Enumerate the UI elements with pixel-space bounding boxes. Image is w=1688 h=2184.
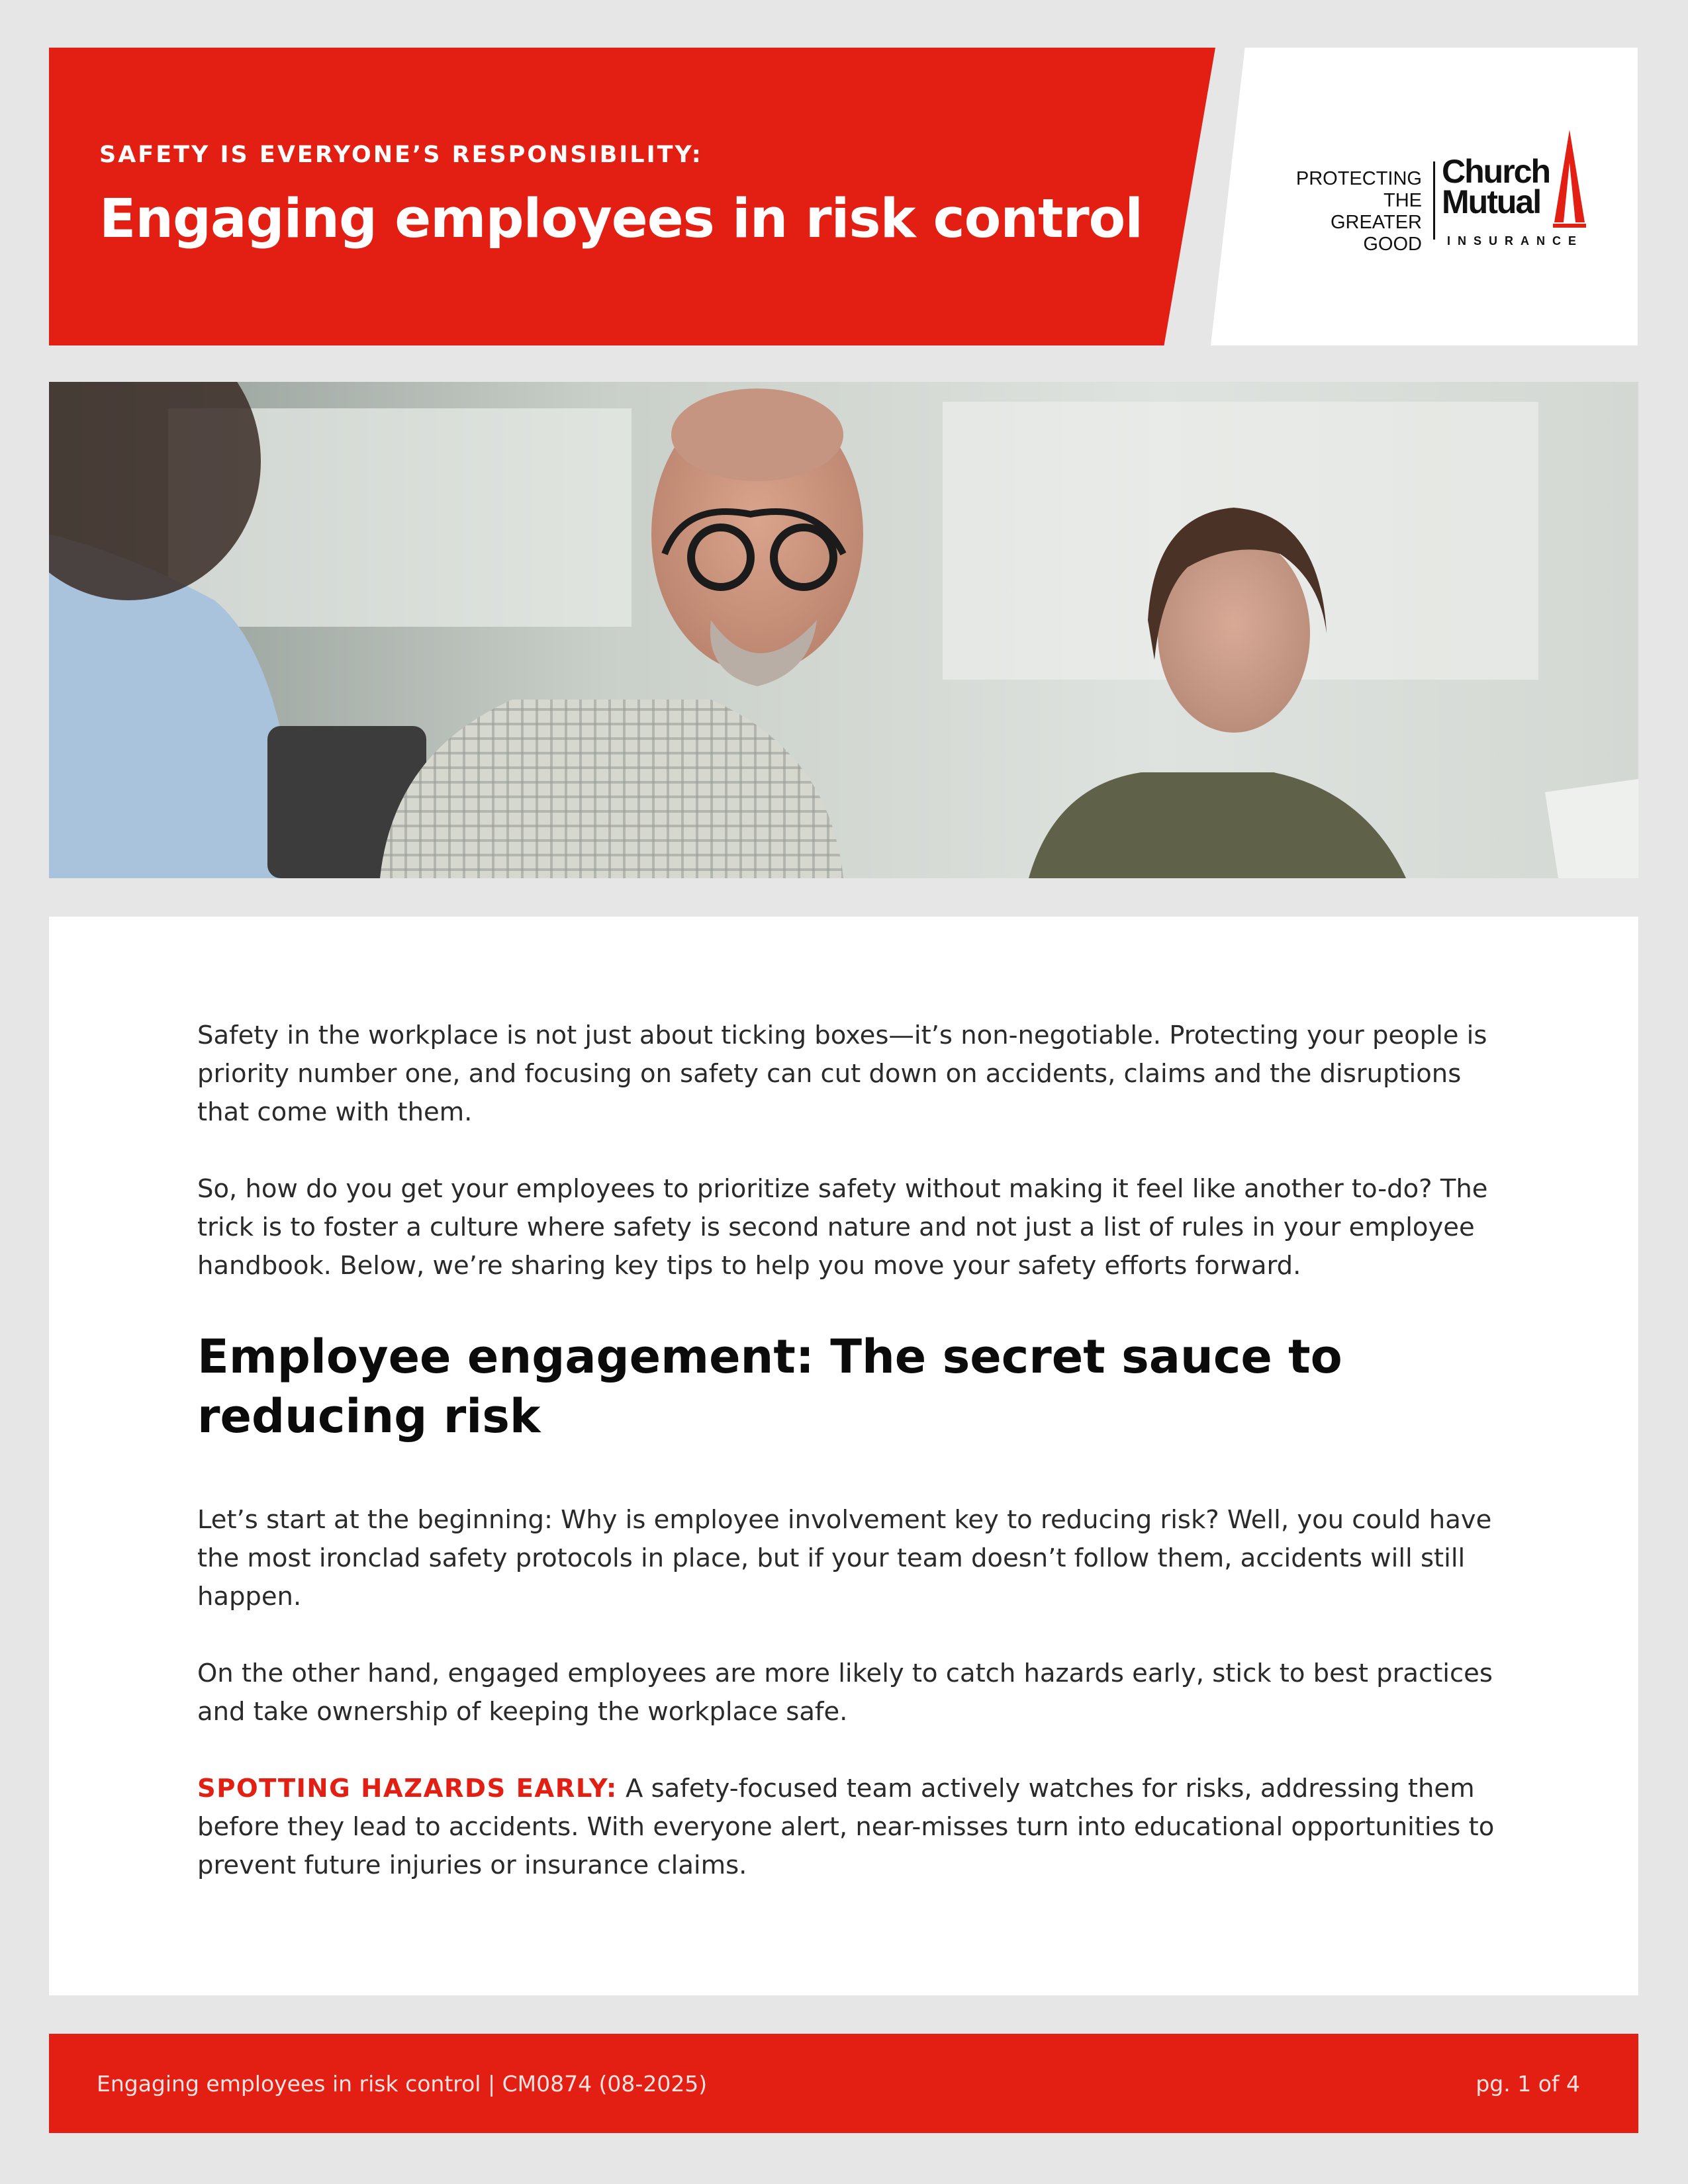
logo-divider bbox=[1433, 161, 1435, 240]
meeting-photo-illustration bbox=[49, 382, 1638, 878]
tip-text: A safety-focused team actively watches for risks, addressing them before they lead to accidents. With everyone alert, near-misses turn into educational opportunities to prevent future injuries or insurance claims. bbox=[197, 1774, 1495, 1880]
intro-paragraph: Safety in the workplace is not just about ticking boxes—it’s non-negotiable. Protecting your people is priority number one, and focusing on safety can cut down on accidents, claims and the disruptions that come with them. bbox=[197, 1021, 1487, 1127]
body-paragraph: So, how do you get your employees to prioritize safety without making it feel like another to-do? The trick is to foster a culture where safety is second nature and not just a list of rules in your employee handbook. Below, we’re sharing key tips to help you move your safety efforts forward. bbox=[197, 1174, 1488, 1281]
tagline-line: GOOD bbox=[1363, 234, 1422, 255]
brand-wordmark bbox=[1442, 153, 1550, 220]
header-eyebrow: SAFETY IS EVERYONE’S RESPONSIBILITY: bbox=[99, 142, 703, 168]
brand-line: Church bbox=[1442, 153, 1550, 190]
church-mutual-logo bbox=[1297, 130, 1602, 255]
tagline-line: PROTECTING bbox=[1295, 168, 1422, 189]
footer-bar bbox=[49, 2034, 1638, 2133]
brand-subtitle: INSURANCE bbox=[1447, 234, 1584, 248]
hero-photo bbox=[49, 382, 1638, 878]
footer-doc-info: Engaging employees in risk control | CM0874 (08-2025) bbox=[97, 2071, 708, 2097]
tip-paragraph bbox=[197, 1770, 1495, 1885]
brand-line: Mutual bbox=[1442, 183, 1541, 220]
church-spire-icon bbox=[1553, 130, 1586, 229]
page-title: Engaging employees in risk control bbox=[99, 188, 1143, 250]
tip-lead-in: SPOTTING HAZARDS EARLY: bbox=[197, 1774, 618, 1803]
body-paragraph: On the other hand, engaged employees are more likely to catch hazards early, stick to best practices and take ownership of keeping the workplace safe. bbox=[197, 1659, 1493, 1727]
body-paragraph: Let’s start at the beginning: Why is employee involvement key to reducing risk? Well, you could have the most ironclad safety protocols in place, but if your team doesn’t follow them, accidents will still happen. bbox=[197, 1505, 1492, 1612]
logo-tagline bbox=[1296, 168, 1422, 255]
tagline-line: THE GREATER bbox=[1330, 190, 1422, 233]
page-number: pg. 1 of 4 bbox=[1476, 2071, 1580, 2097]
section-heading: Employee engagement: The secret sauce to reducing risk bbox=[197, 1330, 1342, 1443]
